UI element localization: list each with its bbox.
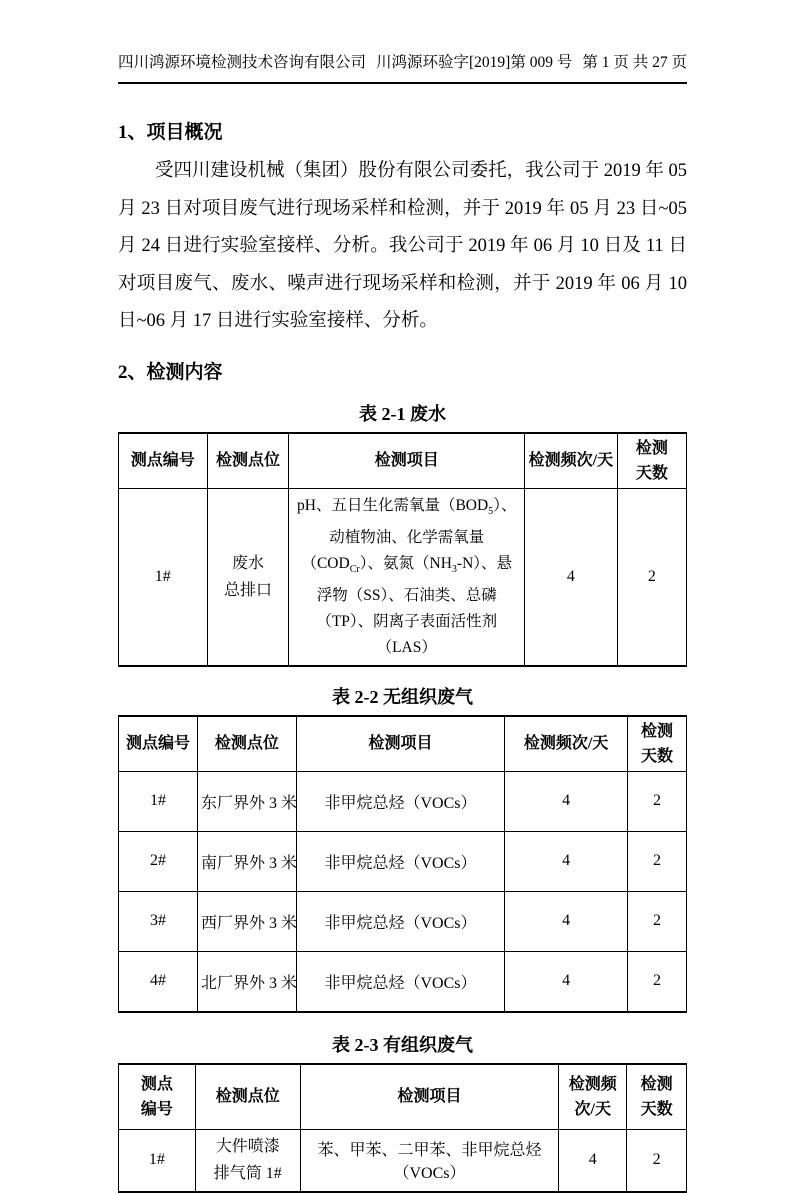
cell-items [289,488,525,666]
item-text: -N）、悬浮物（SS）、石油类、总磷（TP）、阴离子表面活性剂（LAS） [316,554,513,656]
cell-frequency: 4 [505,831,628,891]
page-header [118,50,687,84]
cell-days: 2 [617,488,686,666]
table-2-3-organized-exhaust [118,1063,687,1193]
header-cell-frequency [505,716,628,772]
header-cell-items [300,1064,558,1130]
header-label-line: 天数 [635,464,668,482]
cell-location: 南厂界外 3 米 [197,831,296,891]
cell-frequency: 4 [559,1129,627,1192]
header-cell-location [207,433,289,489]
table-row [119,1129,687,1192]
project-overview-paragraph: 受四川建设机械（集团）股份有限公司委托，我公司于 2019 年 05 月 23 日对项目废气进行现场采样和检测，并于 2019 年 05 月 23 日~05 月 24 日进行实验室接样、分析。我公司于 2019 年 06 月 10 日及 11 日对项目废气、废水、噪声进行现场采样和检测，并于 2019 年 06 月 10 日~06 月 17 日进行实验室接样、分析。 [118,161,687,331]
cell-days: 2 [627,1129,687,1192]
cell-items: 非甲烷总烃（VOCs） [296,891,504,951]
cell-point-id: 4# [119,951,198,1012]
header-cell-frequency [525,433,618,489]
subscript: Cr [349,563,360,575]
cell-point-id: 1# [119,488,208,666]
section-2-heading: 2、检测内容 [118,361,223,383]
header-cell-items [289,433,525,489]
cell-items: 非甲烷总烃（VOCs） [296,951,504,1012]
header-cell-frequency [559,1064,627,1130]
header-label: 检测项目 [397,1088,462,1106]
cell-location [207,488,289,666]
table-2-2-title: 表 2-2 无组织废气 [332,686,473,707]
cell-location: 东厂界外 3 米 [197,771,296,831]
header-label: 检测项目 [368,735,433,753]
cell-items: 苯、甲苯、二甲苯、非甲烷总烃（VOCs） [300,1129,558,1192]
header-cell-days [627,716,686,772]
header-label-line: 次/天 [574,1100,611,1118]
cell-items: 非甲烷总烃（VOCs） [296,831,504,891]
cell-items: 非甲烷总烃（VOCs） [296,771,504,831]
cell-days: 2 [627,771,686,831]
table-2-1-wastewater [118,432,687,667]
table-header-row [119,433,687,489]
cell-frequency: 4 [525,488,618,666]
table-row [119,831,687,891]
table-row [119,771,687,831]
cell-frequency: 4 [505,771,628,831]
cell-point-id: 1# [119,1129,196,1192]
subscript: 5 [488,505,494,517]
table-2-1-title: 表 2-1 废水 [359,403,446,424]
item-text: ）、动植物油、化学需氧量（COD [301,496,517,572]
cell-point-id: 1# [119,771,198,831]
company-name: 四川鸿源环境检测技术咨询有限公司 [118,54,367,71]
header-cell-location [197,716,296,772]
cell-days: 2 [627,891,686,951]
cell-point-id: 3# [119,891,198,951]
item-text: ）、氨氮（NH [359,554,452,572]
header-label-line: 检测频 [568,1075,617,1093]
header-cell-point-id [119,1064,196,1130]
table-row [119,951,687,1012]
header-cell-point-id [119,716,198,772]
cell-days: 2 [627,831,686,891]
header-cell-location [195,1064,300,1130]
cell-point-id: 2# [119,831,198,891]
header-cell-days [627,1064,687,1130]
location-line: 总排口 [223,581,272,599]
table-2-3-title: 表 2-3 有组织废气 [332,1034,473,1055]
header-cell-days [617,433,686,489]
header-label: 检测频次/天 [528,452,614,469]
table-row [119,891,687,951]
header-label-line: 编号 [140,1100,173,1118]
header-label: 检测点位 [215,1088,280,1106]
cell-frequency: 4 [505,951,628,1012]
table-2-2-fugitive-exhaust [118,715,687,1013]
header-label: 检测点位 [215,452,280,469]
header-label-line: 天数 [640,747,673,765]
header-label: 检测频次/天 [523,735,609,753]
page-counter: 第 1 页 共 27 页 [582,54,687,71]
table-header-row [119,1064,687,1130]
header-label-line: 检测 [640,722,673,740]
header-label-line: 测点 [140,1075,173,1093]
section-1-heading: 1、项目概况 [118,122,223,143]
cell-frequency: 4 [505,891,628,951]
subscript: 3 [451,563,457,575]
table-row [119,488,687,666]
doc-number: 川鸿源环验字[2019]第 009 号 [376,54,573,71]
location-line: 大件喷漆 [215,1138,280,1156]
location-line: 废水 [231,554,264,572]
cell-days: 2 [627,951,686,1012]
cell-location: 西厂界外 3 米 [197,891,296,951]
header-label-line: 检测 [640,1075,673,1093]
header-label: 检测项目 [374,452,439,469]
header-label: 检测点位 [214,735,279,753]
item-text: pH、五日生化需氧量（BOD [297,496,489,514]
header-cell-items [296,716,504,772]
header-label-line: 检测 [635,439,668,457]
cell-location [195,1129,300,1192]
header-label-line: 天数 [640,1100,673,1118]
header-label: 测点编号 [130,452,195,469]
cell-location: 北厂界外 3 米 [197,951,296,1012]
header-label: 测点编号 [125,735,190,753]
table-header-row [119,716,687,772]
location-line: 排气筒 1# [213,1165,282,1183]
header-cell-point-id [119,433,208,489]
